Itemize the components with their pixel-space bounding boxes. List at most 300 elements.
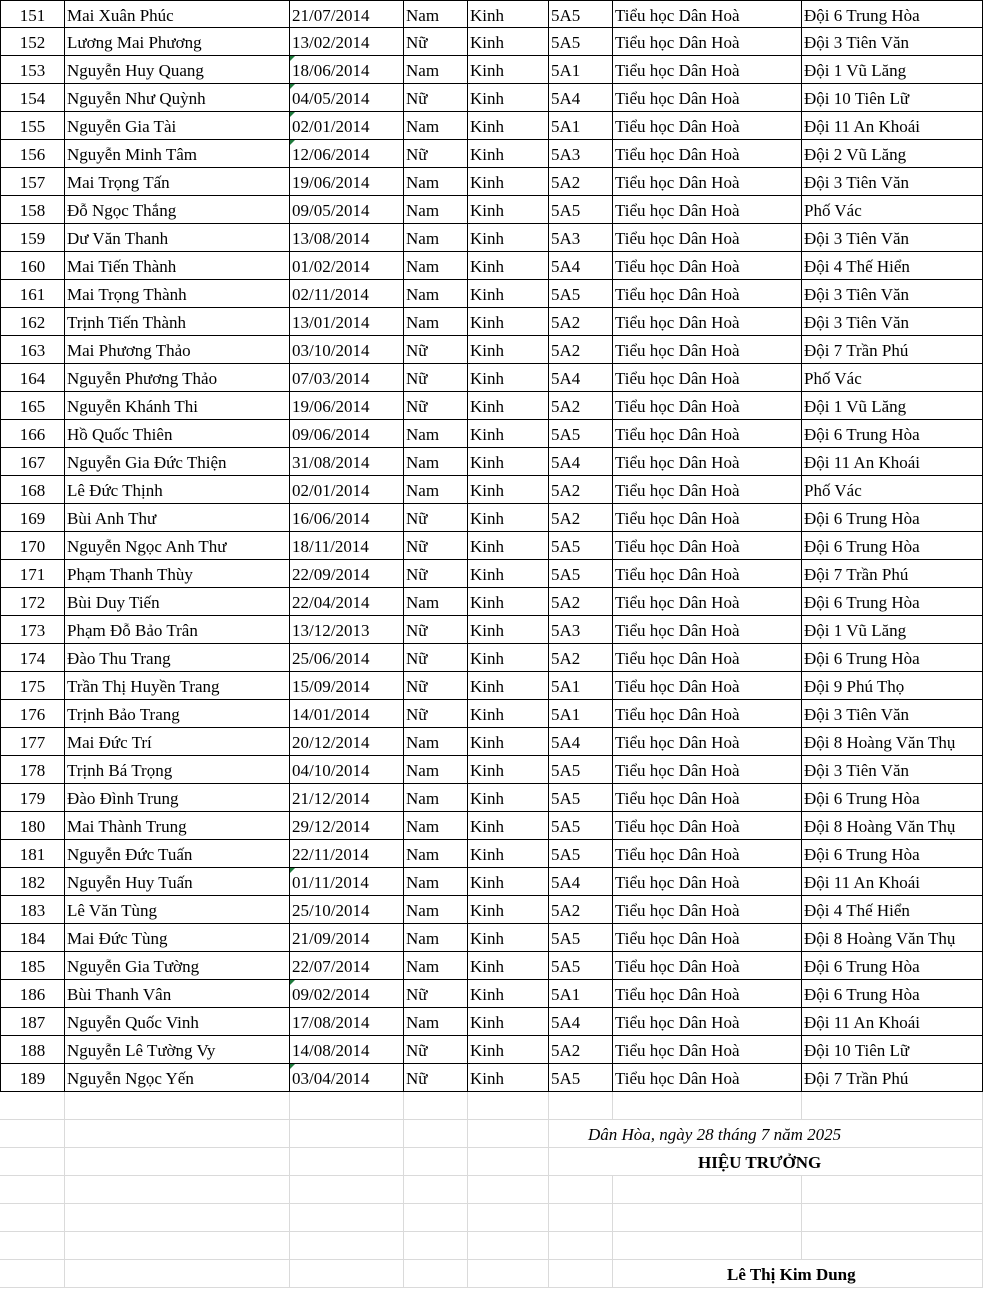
address-cell[interactable]: Đội 7 Trần Phú [802, 1064, 983, 1092]
address-cell[interactable]: Đội 8 Hoàng Văn Thụ [802, 728, 983, 756]
address-cell[interactable]: Đội 7 Trần Phú [802, 560, 983, 588]
school-cell[interactable]: Tiểu học Dân Hoà [613, 756, 802, 784]
stt-cell[interactable]: 173 [0, 616, 65, 644]
name-cell[interactable]: Đào Đình Trung [65, 784, 290, 812]
stt-cell[interactable]: 181 [0, 840, 65, 868]
empty-cell[interactable] [613, 1176, 802, 1204]
empty-cell[interactable] [468, 1092, 549, 1120]
gender-cell[interactable]: Nam [404, 924, 468, 952]
name-cell[interactable]: Đỗ Ngọc Thắng [65, 196, 290, 224]
class-cell[interactable]: 5A4 [549, 728, 613, 756]
school-cell[interactable]: Tiểu học Dân Hoà [613, 252, 802, 280]
class-cell[interactable]: 5A2 [549, 168, 613, 196]
ethnic-cell[interactable]: Kinh [468, 784, 549, 812]
school-cell[interactable]: Tiểu học Dân Hoà [613, 1064, 802, 1092]
name-cell[interactable]: Nguyễn Gia Tài [65, 112, 290, 140]
empty-cell[interactable] [404, 1260, 468, 1288]
stt-cell[interactable]: 188 [0, 1036, 65, 1064]
address-cell[interactable]: Đội 8 Hoàng Văn Thụ [802, 812, 983, 840]
empty-cell[interactable] [549, 1204, 613, 1232]
name-cell[interactable]: Phạm Đỗ Bảo Trân [65, 616, 290, 644]
school-cell[interactable]: Tiểu học Dân Hoà [613, 420, 802, 448]
empty-cell[interactable] [290, 1148, 404, 1176]
ethnic-cell[interactable]: Kinh [468, 392, 549, 420]
address-cell[interactable]: Đội 3 Tiên Văn [802, 28, 983, 56]
dob-cell[interactable]: 18/06/2014 [290, 56, 404, 84]
address-cell[interactable]: Đội 3 Tiên Văn [802, 308, 983, 336]
class-cell[interactable]: 5A2 [549, 504, 613, 532]
ethnic-cell[interactable]: Kinh [468, 504, 549, 532]
name-cell[interactable]: Mai Phương Thảo [65, 336, 290, 364]
stt-cell[interactable]: 171 [0, 560, 65, 588]
class-cell[interactable]: 5A4 [549, 84, 613, 112]
name-cell[interactable]: Nguyễn Khánh Thi [65, 392, 290, 420]
gender-cell[interactable]: Nữ [404, 616, 468, 644]
gender-cell[interactable]: Nữ [404, 532, 468, 560]
school-cell[interactable]: Tiểu học Dân Hoà [613, 980, 802, 1008]
school-cell[interactable]: Tiểu học Dân Hoà [613, 560, 802, 588]
class-cell[interactable]: 5A5 [549, 28, 613, 56]
ethnic-cell[interactable]: Kinh [468, 84, 549, 112]
address-cell[interactable]: Đội 4 Thế Hiển [802, 252, 983, 280]
ethnic-cell[interactable]: Kinh [468, 560, 549, 588]
gender-cell[interactable]: Nam [404, 168, 468, 196]
name-cell[interactable]: Nguyễn Phương Thảo [65, 364, 290, 392]
name-cell[interactable]: Bùi Anh Thư [65, 504, 290, 532]
stt-cell[interactable]: 165 [0, 392, 65, 420]
ethnic-cell[interactable]: Kinh [468, 980, 549, 1008]
class-cell[interactable]: 5A2 [549, 896, 613, 924]
address-cell[interactable]: Đội 8 Hoàng Văn Thụ [802, 924, 983, 952]
empty-cell[interactable] [802, 1092, 983, 1120]
gender-cell[interactable]: Nam [404, 0, 468, 28]
address-cell[interactable]: Đội 10 Tiên Lữ [802, 1036, 983, 1064]
class-cell[interactable]: 5A2 [549, 336, 613, 364]
class-cell[interactable]: 5A5 [549, 784, 613, 812]
empty-cell[interactable] [613, 1204, 802, 1232]
empty-cell[interactable] [65, 1148, 290, 1176]
school-cell[interactable]: Tiểu học Dân Hoà [613, 308, 802, 336]
class-cell[interactable]: 5A1 [549, 112, 613, 140]
ethnic-cell[interactable]: Kinh [468, 924, 549, 952]
class-cell[interactable]: 5A4 [549, 448, 613, 476]
dob-cell[interactable]: 21/12/2014 [290, 784, 404, 812]
empty-cell[interactable] [290, 1092, 404, 1120]
name-cell[interactable]: Lương Mai Phương [65, 28, 290, 56]
gender-cell[interactable]: Nam [404, 588, 468, 616]
dob-cell[interactable]: 22/09/2014 [290, 560, 404, 588]
empty-cell[interactable] [290, 1120, 404, 1148]
dob-cell[interactable]: 02/01/2014 [290, 476, 404, 504]
school-cell[interactable]: Tiểu học Dân Hoà [613, 84, 802, 112]
address-cell[interactable]: Đội 6 Trung Hòa [802, 840, 983, 868]
dob-cell[interactable]: 02/01/2014 [290, 112, 404, 140]
class-cell[interactable]: 5A3 [549, 616, 613, 644]
address-cell[interactable]: Đội 11 An Khoái [802, 868, 983, 896]
name-cell[interactable]: Mai Thành Trung [65, 812, 290, 840]
dob-cell[interactable]: 03/10/2014 [290, 336, 404, 364]
empty-cell[interactable] [404, 1148, 468, 1176]
stt-cell[interactable]: 156 [0, 140, 65, 168]
address-cell[interactable]: Đội 11 An Khoái [802, 112, 983, 140]
address-cell[interactable]: Đội 3 Tiên Văn [802, 700, 983, 728]
address-cell[interactable]: Đội 10 Tiên Lữ [802, 84, 983, 112]
dob-cell[interactable]: 29/12/2014 [290, 812, 404, 840]
school-cell[interactable]: Tiểu học Dân Hoà [613, 924, 802, 952]
empty-cell[interactable] [290, 1260, 404, 1288]
stt-cell[interactable]: 182 [0, 868, 65, 896]
gender-cell[interactable]: Nam [404, 420, 468, 448]
stt-cell[interactable]: 164 [0, 364, 65, 392]
ethnic-cell[interactable]: Kinh [468, 336, 549, 364]
school-cell[interactable]: Tiểu học Dân Hoà [613, 504, 802, 532]
empty-cell[interactable] [0, 1092, 65, 1120]
stt-cell[interactable]: 153 [0, 56, 65, 84]
gender-cell[interactable]: Nam [404, 448, 468, 476]
school-cell[interactable]: Tiểu học Dân Hoà [613, 896, 802, 924]
gender-cell[interactable]: Nam [404, 476, 468, 504]
stt-cell[interactable]: 152 [0, 28, 65, 56]
ethnic-cell[interactable]: Kinh [468, 840, 549, 868]
ethnic-cell[interactable]: Kinh [468, 224, 549, 252]
dob-cell[interactable]: 25/10/2014 [290, 896, 404, 924]
dob-cell[interactable]: 12/06/2014 [290, 140, 404, 168]
stt-cell[interactable]: 158 [0, 196, 65, 224]
class-cell[interactable]: 5A5 [549, 196, 613, 224]
name-cell[interactable]: Bùi Thanh Vân [65, 980, 290, 1008]
school-cell[interactable]: Tiểu học Dân Hoà [613, 392, 802, 420]
stt-cell[interactable]: 180 [0, 812, 65, 840]
stt-cell[interactable]: 183 [0, 896, 65, 924]
stt-cell[interactable]: 187 [0, 1008, 65, 1036]
empty-cell[interactable] [0, 1176, 65, 1204]
address-cell[interactable]: Đội 11 An Khoái [802, 448, 983, 476]
gender-cell[interactable]: Nam [404, 728, 468, 756]
gender-cell[interactable]: Nam [404, 56, 468, 84]
stt-cell[interactable]: 170 [0, 532, 65, 560]
ethnic-cell[interactable]: Kinh [468, 308, 549, 336]
ethnic-cell[interactable]: Kinh [468, 364, 549, 392]
empty-cell[interactable] [404, 1120, 468, 1148]
gender-cell[interactable]: Nam [404, 952, 468, 980]
gender-cell[interactable]: Nam [404, 196, 468, 224]
gender-cell[interactable]: Nữ [404, 644, 468, 672]
empty-cell[interactable] [549, 1176, 613, 1204]
stt-cell[interactable]: 159 [0, 224, 65, 252]
ethnic-cell[interactable]: Kinh [468, 168, 549, 196]
ethnic-cell[interactable]: Kinh [468, 1064, 549, 1092]
stt-cell[interactable]: 172 [0, 588, 65, 616]
gender-cell[interactable]: Nữ [404, 84, 468, 112]
gender-cell[interactable]: Nữ [404, 364, 468, 392]
empty-cell[interactable] [0, 1204, 65, 1232]
gender-cell[interactable]: Nam [404, 840, 468, 868]
stt-cell[interactable]: 161 [0, 280, 65, 308]
name-cell[interactable]: Lê Đức Thịnh [65, 476, 290, 504]
school-cell[interactable]: Tiểu học Dân Hoà [613, 280, 802, 308]
ethnic-cell[interactable]: Kinh [468, 140, 549, 168]
school-cell[interactable]: Tiểu học Dân Hoà [613, 588, 802, 616]
name-cell[interactable]: Trần Thị Huyền Trang [65, 672, 290, 700]
gender-cell[interactable]: Nữ [404, 504, 468, 532]
class-cell[interactable]: 5A3 [549, 140, 613, 168]
empty-cell[interactable] [65, 1260, 290, 1288]
school-cell[interactable]: Tiểu học Dân Hoà [613, 224, 802, 252]
gender-cell[interactable]: Nữ [404, 672, 468, 700]
stt-cell[interactable]: 163 [0, 336, 65, 364]
school-cell[interactable]: Tiểu học Dân Hoà [613, 476, 802, 504]
empty-cell[interactable] [65, 1232, 290, 1260]
dob-cell[interactable]: 13/08/2014 [290, 224, 404, 252]
address-cell[interactable]: Phố Vác [802, 476, 983, 504]
name-cell[interactable]: Hồ Quốc Thiên [65, 420, 290, 448]
dob-cell[interactable]: 20/12/2014 [290, 728, 404, 756]
name-cell[interactable]: Nguyễn Gia Tường [65, 952, 290, 980]
stt-cell[interactable]: 167 [0, 448, 65, 476]
dob-cell[interactable]: 25/06/2014 [290, 644, 404, 672]
gender-cell[interactable]: Nữ [404, 980, 468, 1008]
empty-cell[interactable] [468, 1232, 549, 1260]
ethnic-cell[interactable]: Kinh [468, 112, 549, 140]
class-cell[interactable]: 5A5 [549, 560, 613, 588]
school-cell[interactable]: Tiểu học Dân Hoà [613, 140, 802, 168]
stt-cell[interactable]: 184 [0, 924, 65, 952]
class-cell[interactable]: 5A5 [549, 840, 613, 868]
stt-cell[interactable]: 151 [0, 0, 65, 28]
school-cell[interactable]: Tiểu học Dân Hoà [613, 532, 802, 560]
name-cell[interactable]: Phạm Thanh Thùy [65, 560, 290, 588]
ethnic-cell[interactable]: Kinh [468, 56, 549, 84]
address-cell[interactable]: Đội 1 Vũ Lăng [802, 616, 983, 644]
stt-cell[interactable]: 177 [0, 728, 65, 756]
school-cell[interactable]: Tiểu học Dân Hoà [613, 728, 802, 756]
dob-cell[interactable]: 19/06/2014 [290, 392, 404, 420]
empty-cell[interactable] [404, 1092, 468, 1120]
school-cell[interactable]: Tiểu học Dân Hoà [613, 812, 802, 840]
stt-cell[interactable]: 174 [0, 644, 65, 672]
name-cell[interactable]: Nguyễn Lê Tường Vy [65, 1036, 290, 1064]
name-cell[interactable]: Nguyễn Ngọc Yến [65, 1064, 290, 1092]
dob-cell[interactable]: 16/06/2014 [290, 504, 404, 532]
stt-cell[interactable]: 175 [0, 672, 65, 700]
class-cell[interactable]: 5A1 [549, 980, 613, 1008]
school-cell[interactable]: Tiểu học Dân Hoà [613, 448, 802, 476]
school-cell[interactable]: Tiểu học Dân Hoà [613, 196, 802, 224]
ethnic-cell[interactable]: Kinh [468, 0, 549, 28]
dob-cell[interactable]: 07/03/2014 [290, 364, 404, 392]
ethnic-cell[interactable]: Kinh [468, 28, 549, 56]
school-cell[interactable]: Tiểu học Dân Hoà [613, 56, 802, 84]
name-cell[interactable]: Nguyễn Như Quỳnh [65, 84, 290, 112]
address-cell[interactable]: Đội 3 Tiên Văn [802, 756, 983, 784]
school-cell[interactable]: Tiểu học Dân Hoà [613, 336, 802, 364]
stt-cell[interactable]: 166 [0, 420, 65, 448]
class-cell[interactable]: 5A2 [549, 476, 613, 504]
dob-cell[interactable]: 21/09/2014 [290, 924, 404, 952]
ethnic-cell[interactable]: Kinh [468, 420, 549, 448]
empty-cell[interactable] [549, 1260, 613, 1288]
name-cell[interactable]: Nguyễn Đức Tuấn [65, 840, 290, 868]
ethnic-cell[interactable]: Kinh [468, 280, 549, 308]
stt-cell[interactable]: 168 [0, 476, 65, 504]
school-cell[interactable]: Tiểu học Dân Hoà [613, 868, 802, 896]
school-cell[interactable]: Tiểu học Dân Hoà [613, 364, 802, 392]
address-cell[interactable]: Đội 3 Tiên Văn [802, 168, 983, 196]
ethnic-cell[interactable]: Kinh [468, 896, 549, 924]
dob-cell[interactable]: 22/07/2014 [290, 952, 404, 980]
gender-cell[interactable]: Nam [404, 868, 468, 896]
address-cell[interactable]: Đội 11 An Khoái [802, 1008, 983, 1036]
empty-cell[interactable] [65, 1092, 290, 1120]
school-cell[interactable]: Tiểu học Dân Hoà [613, 168, 802, 196]
class-cell[interactable]: 5A5 [549, 420, 613, 448]
address-cell[interactable]: Đội 3 Tiên Văn [802, 224, 983, 252]
stt-cell[interactable]: 160 [0, 252, 65, 280]
address-cell[interactable]: Đội 6 Trung Hòa [802, 784, 983, 812]
dob-cell[interactable]: 09/05/2014 [290, 196, 404, 224]
dob-cell[interactable]: 03/04/2014 [290, 1064, 404, 1092]
empty-cell[interactable] [802, 1204, 983, 1232]
dob-cell[interactable]: 13/12/2013 [290, 616, 404, 644]
gender-cell[interactable]: Nam [404, 812, 468, 840]
address-cell[interactable]: Đội 2 Vũ Lăng [802, 140, 983, 168]
address-cell[interactable]: Đội 6 Trung Hòa [802, 420, 983, 448]
empty-cell[interactable] [65, 1204, 290, 1232]
class-cell[interactable]: 5A4 [549, 364, 613, 392]
stt-cell[interactable]: 154 [0, 84, 65, 112]
gender-cell[interactable]: Nam [404, 1008, 468, 1036]
class-cell[interactable]: 5A2 [549, 1036, 613, 1064]
class-cell[interactable]: 5A2 [549, 392, 613, 420]
class-cell[interactable]: 5A5 [549, 924, 613, 952]
name-cell[interactable]: Bùi Duy Tiến [65, 588, 290, 616]
address-cell[interactable]: Phố Vác [802, 196, 983, 224]
empty-cell[interactable] [290, 1204, 404, 1232]
gender-cell[interactable]: Nam [404, 896, 468, 924]
class-cell[interactable]: 5A4 [549, 868, 613, 896]
school-cell[interactable]: Tiểu học Dân Hoà [613, 1008, 802, 1036]
ethnic-cell[interactable]: Kinh [468, 616, 549, 644]
class-cell[interactable]: 5A2 [549, 588, 613, 616]
school-cell[interactable]: Tiểu học Dân Hoà [613, 112, 802, 140]
dob-cell[interactable]: 14/01/2014 [290, 700, 404, 728]
name-cell[interactable]: Dư Văn Thanh [65, 224, 290, 252]
school-cell[interactable]: Tiểu học Dân Hoà [613, 0, 802, 28]
name-cell[interactable]: Mai Tiến Thành [65, 252, 290, 280]
dob-cell[interactable]: 04/05/2014 [290, 84, 404, 112]
empty-cell[interactable] [290, 1176, 404, 1204]
dob-cell[interactable]: 02/11/2014 [290, 280, 404, 308]
dob-cell[interactable]: 22/04/2014 [290, 588, 404, 616]
gender-cell[interactable]: Nam [404, 280, 468, 308]
empty-cell[interactable] [404, 1176, 468, 1204]
class-cell[interactable]: 5A2 [549, 644, 613, 672]
school-cell[interactable]: Tiểu học Dân Hoà [613, 616, 802, 644]
empty-cell[interactable] [0, 1120, 65, 1148]
gender-cell[interactable]: Nữ [404, 1064, 468, 1092]
name-cell[interactable]: Mai Trọng Tấn [65, 168, 290, 196]
class-cell[interactable]: 5A5 [549, 280, 613, 308]
address-cell[interactable]: Đội 6 Trung Hòa [802, 0, 983, 28]
dob-cell[interactable]: 21/07/2014 [290, 0, 404, 28]
ethnic-cell[interactable]: Kinh [468, 728, 549, 756]
class-cell[interactable]: 5A1 [549, 700, 613, 728]
name-cell[interactable]: Nguyễn Huy Quang [65, 56, 290, 84]
school-cell[interactable]: Tiểu học Dân Hoà [613, 952, 802, 980]
school-cell[interactable]: Tiểu học Dân Hoà [613, 784, 802, 812]
empty-cell[interactable] [468, 1120, 549, 1148]
dob-cell[interactable]: 17/08/2014 [290, 1008, 404, 1036]
name-cell[interactable]: Mai Đức Trí [65, 728, 290, 756]
dob-cell[interactable]: 04/10/2014 [290, 756, 404, 784]
address-cell[interactable]: Đội 9 Phú Thọ [802, 672, 983, 700]
stt-cell[interactable]: 162 [0, 308, 65, 336]
class-cell[interactable]: 5A4 [549, 252, 613, 280]
dob-cell[interactable]: 18/11/2014 [290, 532, 404, 560]
dob-cell[interactable]: 09/02/2014 [290, 980, 404, 1008]
empty-cell[interactable] [549, 1232, 613, 1260]
address-cell[interactable]: Đội 6 Trung Hòa [802, 532, 983, 560]
class-cell[interactable]: 5A5 [549, 756, 613, 784]
name-cell[interactable]: Mai Xuân Phúc [65, 0, 290, 28]
stt-cell[interactable]: 189 [0, 1064, 65, 1092]
ethnic-cell[interactable]: Kinh [468, 1036, 549, 1064]
ethnic-cell[interactable]: Kinh [468, 252, 549, 280]
ethnic-cell[interactable]: Kinh [468, 700, 549, 728]
ethnic-cell[interactable]: Kinh [468, 532, 549, 560]
gender-cell[interactable]: Nữ [404, 700, 468, 728]
empty-cell[interactable] [468, 1260, 549, 1288]
dob-cell[interactable]: 31/08/2014 [290, 448, 404, 476]
dob-cell[interactable]: 01/02/2014 [290, 252, 404, 280]
class-cell[interactable]: 5A5 [549, 952, 613, 980]
ethnic-cell[interactable]: Kinh [468, 672, 549, 700]
gender-cell[interactable]: Nam [404, 756, 468, 784]
empty-cell[interactable] [468, 1176, 549, 1204]
class-cell[interactable]: 5A5 [549, 0, 613, 28]
name-cell[interactable]: Nguyễn Huy Tuấn [65, 868, 290, 896]
school-cell[interactable]: Tiểu học Dân Hoà [613, 840, 802, 868]
stt-cell[interactable]: 169 [0, 504, 65, 532]
empty-cell[interactable] [613, 1092, 802, 1120]
address-cell[interactable]: Đội 6 Trung Hòa [802, 980, 983, 1008]
class-cell[interactable]: 5A1 [549, 672, 613, 700]
stt-cell[interactable]: 185 [0, 952, 65, 980]
name-cell[interactable]: Lê Văn Tùng [65, 896, 290, 924]
gender-cell[interactable]: Nữ [404, 28, 468, 56]
school-cell[interactable]: Tiểu học Dân Hoà [613, 700, 802, 728]
gender-cell[interactable]: Nữ [404, 560, 468, 588]
empty-cell[interactable] [613, 1232, 802, 1260]
empty-cell[interactable] [549, 1092, 613, 1120]
empty-cell[interactable] [65, 1176, 290, 1204]
empty-cell[interactable] [404, 1204, 468, 1232]
class-cell[interactable]: 5A3 [549, 224, 613, 252]
empty-cell[interactable] [0, 1148, 65, 1176]
dob-cell[interactable]: 19/06/2014 [290, 168, 404, 196]
ethnic-cell[interactable]: Kinh [468, 196, 549, 224]
stt-cell[interactable]: 178 [0, 756, 65, 784]
ethnic-cell[interactable]: Kinh [468, 1008, 549, 1036]
gender-cell[interactable]: Nữ [404, 392, 468, 420]
school-cell[interactable]: Tiểu học Dân Hoà [613, 672, 802, 700]
empty-cell[interactable] [468, 1148, 549, 1176]
empty-cell[interactable] [802, 1176, 983, 1204]
school-cell[interactable]: Tiểu học Dân Hoà [613, 644, 802, 672]
name-cell[interactable]: Nguyễn Quốc Vinh [65, 1008, 290, 1036]
address-cell[interactable]: Đội 6 Trung Hòa [802, 588, 983, 616]
class-cell[interactable]: 5A1 [549, 56, 613, 84]
